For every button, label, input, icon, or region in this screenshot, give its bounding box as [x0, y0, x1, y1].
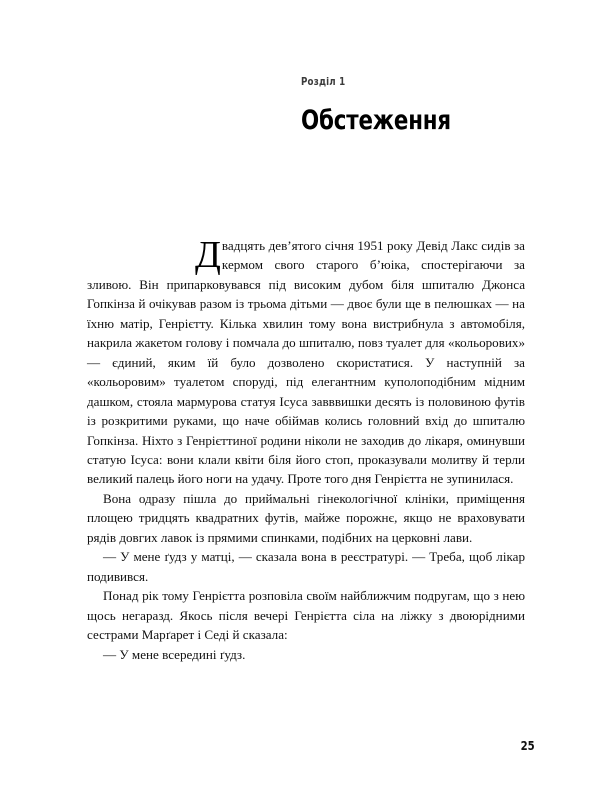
- paragraph-opening: [87, 236, 525, 489]
- body-text-column: [87, 236, 525, 664]
- dialogue-line: — У мене всередині ґудз.: [103, 646, 246, 662]
- drop-cap: Д: [195, 234, 221, 276]
- paragraph: Вона одразу пішла до приймальні гінекологічної клініки, приміщення площею тридцять квадратних футів, майже порожнє, якщо не враховувати рядів довгих лавок із прямими спинками, подібних на церковні лави.: [87, 490, 525, 545]
- dialogue-line: — У мене ґудз у матці, — сказала вона в реєстратурі. — Треба, щоб лікар подивився.: [87, 549, 525, 584]
- chapter-header: [301, 76, 531, 136]
- paragraph: Понад рік тому Генрієтта розповіла своїм найближчим подругам, що з нею щось негаразд. Якось після вечері Генрієтта сіла на ліжку з двоюрідними сестрами Марґарет і Седі й сказала:: [87, 588, 525, 643]
- chapter-title: Обстеження: [301, 105, 451, 136]
- paragraph-text: вадцять дев’ятого січня 1951 року Девід Лакс сидів за кермом свого старого б’юіка, спостерігаючи за зливою. Він припарковувався під високим дубом біля шпиталю Джонса Гопкінза й очікував разом із трьома дітьми — двоє були ще в пелюшках — на їхню матір, Генрієтту. Кілька хвилин тому вона вистрибнула з автомобіля, накрила жакетом голову і помчала до шпиталю, повз туалет для «кольорових» — єдиний, яким їй було дозволено скористатися. У наступній за «кольоровим» туалетом споруді, під елегантним куполоподібним мідним дашком, стояла мармурова статуя Ісуса завввишки десять із половиною футів із розкритими руками, що наче обіймав колись головний вхід до шпиталю Гопкінза. Ніхто з Генрієттиної родини ніколи не заходив до лікаря, оминувши статую Ісуса: вони клали квіти біля його стоп, проказували молитву й терли великий палець його ноги на удачу. Проте того дня Генрієтта не зупинилася.: [87, 238, 525, 487]
- chapter-number-label: Розділ 1: [301, 76, 346, 88]
- page-number: 25: [520, 738, 535, 753]
